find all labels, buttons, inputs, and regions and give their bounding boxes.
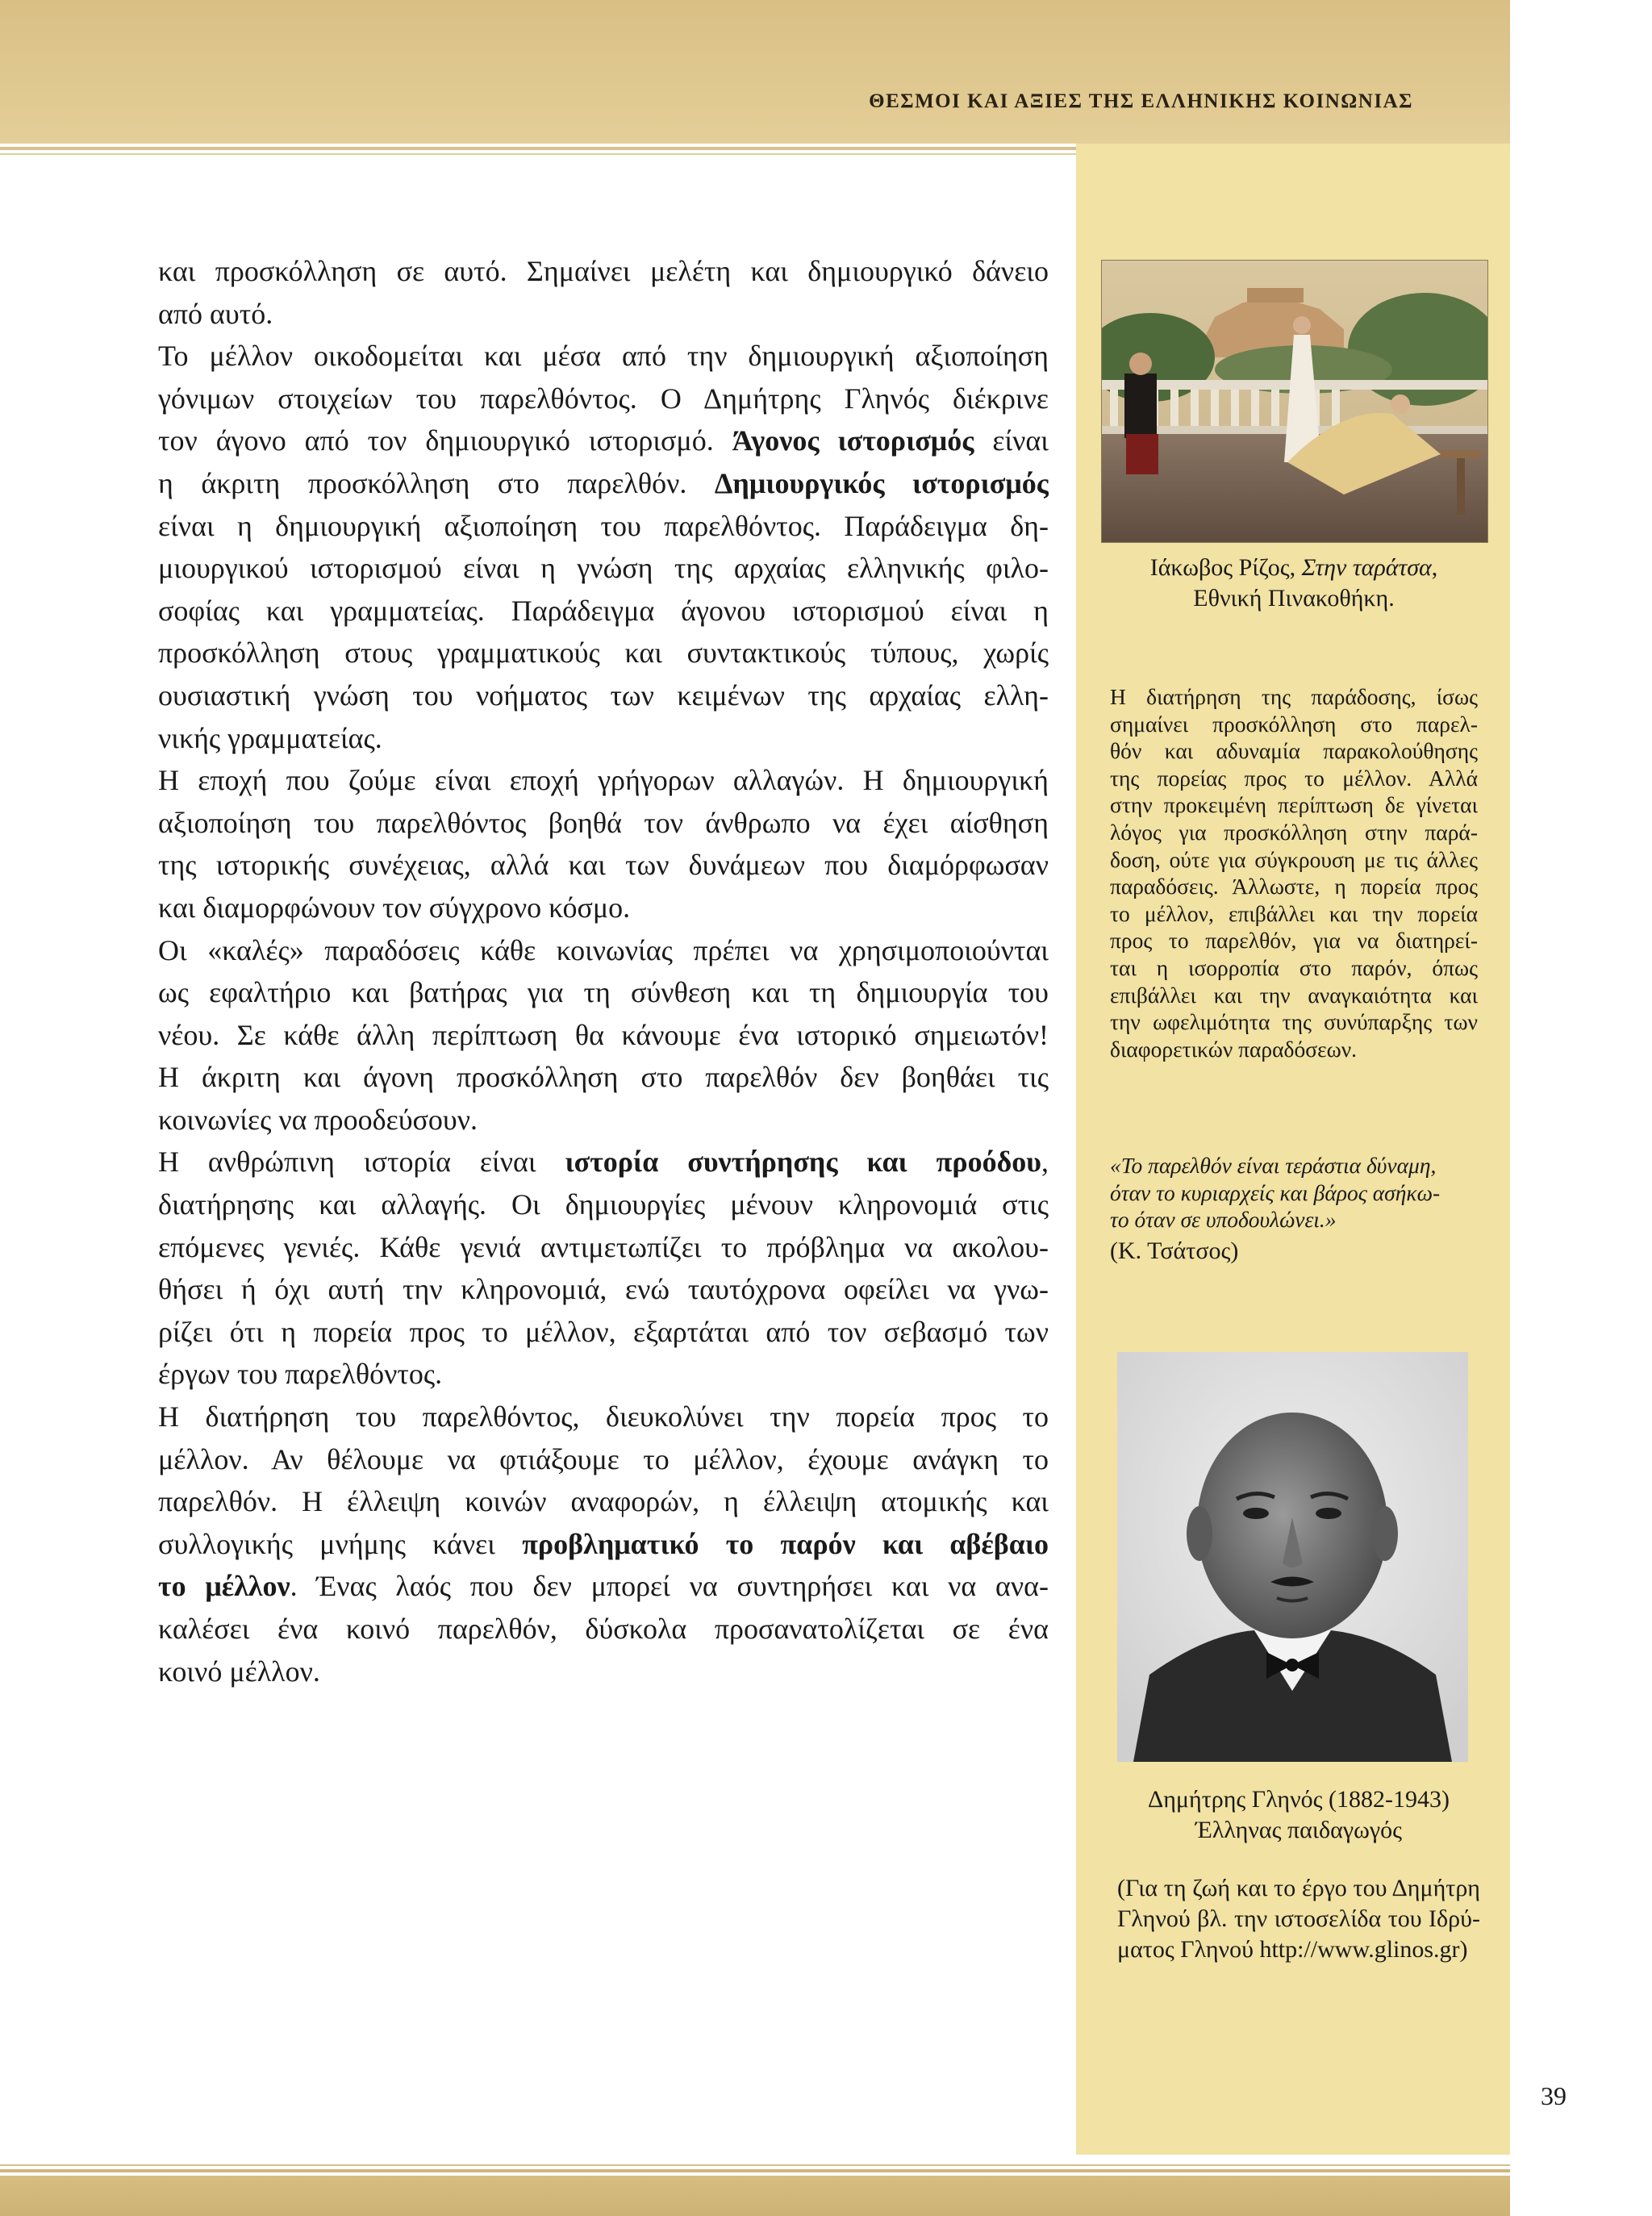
text-line: διαφορετικών παραδόσεων. — [1110, 1036, 1358, 1062]
text-line: προς το παρελθόν, για να διατηρεί- — [1110, 928, 1478, 954]
text-line: θήσει ή όχι αυτή την κληρονομιά, ενώ ταυτόχρονα οφείλει να γνω- — [158, 1273, 1049, 1306]
text-line — [158, 1141, 1049, 1183]
text-line — [158, 1523, 1049, 1566]
text-segment: Η ανθρώπινη ιστορία είναι — [158, 1146, 565, 1179]
text-line: (Για τη ζωή και το έργο του Δημήτρη — [1117, 1875, 1480, 1901]
painting-caption-location: Εθνική Πινακοθήκη. — [1193, 585, 1395, 611]
text-line: Η διατήρηση της παράδοσης, ίσως — [1110, 684, 1478, 709]
text-line: ουσιαστική γνώση του νοήματος των κειμένων της αρχαίας ελλη- — [158, 678, 1049, 712]
text-line: παραδόσεις. Άλλωστε, η πορεία προς — [1110, 874, 1478, 899]
text-line: καλέσει ένα κοινό παρελθόν, δύσκολα προσανατολίζεται σε ένα — [158, 1613, 1049, 1645]
text-line: Η διατήρηση του παρελθόντος, διευκολύνει την πορεία προς το — [158, 1400, 1049, 1434]
text-line: «Το παρελθόν είναι τεράστια δύναμη, — [1110, 1153, 1437, 1178]
text-line: νέου. Σε κάθε άλλη περίπτωση θα κάνουμε ένα ιστορικό σημειωτόν! — [158, 1018, 1049, 1051]
text-line: σημαίνει προσκόλληση στο παρελ- — [1110, 711, 1478, 737]
text-line: διατήρησης και αλλαγής. Οι δημιουργίες μένουν κληρονομιά στις — [158, 1188, 1049, 1221]
text-line: επιβάλλει και την αναγκαιότητα και — [1110, 982, 1478, 1008]
bold-term: Δημιουργικός ιστορισμός — [714, 466, 1049, 499]
text-segment: τον άγονο από τον δημιουργικό ιστορισμό. — [158, 424, 732, 457]
painting-caption-suffix: , — [1431, 554, 1438, 581]
text-line: προσκόλληση στους γραμματικούς και συντακτικούς τύπους, χωρίς — [158, 636, 1049, 670]
bold-term: ιστορία συντήρησης και προόδου — [565, 1146, 1041, 1179]
text-line: Η άκριτη και άγονη προσκόλληση στο παρελθόν δεν βοηθάει τις — [158, 1061, 1049, 1094]
portrait-caption — [1117, 1784, 1480, 1846]
text-line: ματος Γληνού http://www.glinos.gr) — [1117, 1936, 1468, 1963]
portrait-caption-role: Έλληνας παιδαγωγός — [1195, 1817, 1402, 1843]
text-line: δοση, ούτε για σύγκρουση με τις άλλες — [1110, 846, 1478, 872]
text-line: στην προκειμένη περίπτωση δε γίνεται — [1110, 792, 1478, 818]
text-line: επόμενες γενιές. Κάθε γενιά αντιμετωπίζει το πρόβλημα να ακολου- — [158, 1230, 1049, 1263]
text-line: αξιοποίηση του παρελθόντος βοηθά τον άνθρωπο να έχει αίσθηση — [158, 806, 1049, 839]
text-segment: . Ένας λαός που δεν μπορεί να συντηρήσει και να ανα- — [290, 1570, 1049, 1603]
sidebar-paragraph — [1110, 683, 1478, 1062]
text-line: Η εποχή που ζούμε είναι εποχή γρήγορων αλλαγών. Η δημιουργική — [158, 764, 1049, 797]
main-body-text — [158, 250, 1049, 1692]
header-band — [0, 0, 1510, 144]
text-line: ρίζει ότι η πορεία προς το μέλλον, εξαρτάται από τον σεβασμό των — [158, 1315, 1049, 1348]
text-line: το όταν σε υποδουλώνει.» — [1110, 1207, 1337, 1233]
text-line: είναι η δημιουργική αξιοποίηση του παρελθόντος. Παράδειγμα δη- — [158, 509, 1049, 542]
painting-caption-author: Ιάκωβος Ρίζος, — [1149, 554, 1302, 581]
page-number: 39 — [1541, 2081, 1566, 2110]
text-line: σοφίας και γραμματείας. Παράδειγμα άγονου ιστορισμού είναι η — [158, 594, 1049, 627]
text-line — [158, 419, 1049, 462]
text-line: κοινό μέλλον. — [158, 1655, 320, 1688]
text-line: μιουργικού ιστορισμού είναι η γνώση της αρχαίας ελληνικής φιλο- — [158, 552, 1049, 585]
running-header-title: ΘΕΣΜΟΙ ΚΑΙ ΑΞΙΕΣ ΤΗΣ ΕΛΛΗΝΙΚΗΣ ΚΟΙΝΩΝΙΑΣ — [869, 90, 1413, 112]
text-line: από αυτό. — [158, 297, 273, 330]
painting-caption-title: Στην ταράτσα — [1301, 554, 1432, 581]
sidebar-quote — [1110, 1152, 1478, 1233]
text-line: λόγος για προσκόλληση στην παρά- — [1110, 819, 1478, 845]
text-line: γόνιμων στοιχείων του παρελθόντος. Ο Δημήτρης Γληνός διέκρινε — [158, 382, 1049, 415]
text-line: της πορείας προς το μέλλον. Αλλά — [1110, 765, 1478, 791]
footer-rule — [0, 2169, 1510, 2172]
text-line — [158, 1565, 1049, 1608]
text-line — [158, 462, 1049, 505]
footer-rule-thin — [0, 2164, 1510, 2166]
bold-term: Άγονος ιστορισμός — [732, 424, 974, 457]
text-line: της ιστορικής συνέχειας, αλλά και των δυνάμεων που διαμόρφωσαν — [158, 849, 1049, 882]
text-line: Οι «καλές» παραδόσεις κάθε κοινωνίας πρέπει να χρησιμοποιούνται — [158, 933, 1049, 966]
glinos-note — [1117, 1873, 1480, 1965]
text-line: κοινωνίες να προοδεύσουν. — [158, 1103, 478, 1136]
text-line: και διαμορφώνουν τον σύγχρονο κόσμο. — [158, 891, 631, 924]
text-line: Το μέλλον οικοδομείται και μέσα από την δημιουργική αξιοποίηση — [158, 340, 1049, 373]
text-line: μέλλον. Αν θέλουμε να φτιάξουμε το μέλλον, έχουμε ανάγκη το — [158, 1442, 1049, 1475]
text-line: ως εφαλτήριο και βατήρας για τη σύνθεση και τη δημιουργία του — [158, 976, 1049, 1009]
text-line: νικής γραμματείας. — [158, 721, 382, 754]
text-segment: είναι — [974, 424, 1049, 457]
portrait-caption-name: Δημήτρης Γληνός (1882-1943) — [1147, 1786, 1450, 1813]
text-segment: η άκριτη προσκόλληση στο παρελθόν. — [158, 466, 715, 499]
painting-image — [1101, 260, 1488, 543]
painting-illustration — [1102, 261, 1487, 542]
quote-author: (Κ. Τσάτσος) — [1110, 1237, 1239, 1264]
text-segment: , — [1041, 1146, 1049, 1179]
text-line: ται η ισορροπία στο παρόν, όπως — [1110, 954, 1478, 980]
portrait-illustration — [1117, 1352, 1468, 1762]
text-line: όταν το κυριαρχείς και βάρος ασήκω- — [1110, 1179, 1441, 1205]
painting-caption — [1101, 553, 1487, 614]
bold-term: προβληματικό το παρόν και αβέβαιο — [522, 1527, 1049, 1560]
bold-term: το μέλλον — [158, 1570, 290, 1603]
text-segment: συλλογικής μνήμης κάνει — [158, 1527, 523, 1560]
footer-band — [0, 2176, 1510, 2216]
text-line: και προσκόλληση σε αυτό. Σημαίνει μελέτη και δημιουργικό δάνειο — [158, 255, 1049, 287]
text-line: την ωφελιμότητα της συνύπαρξης των — [1110, 1009, 1478, 1035]
text-line: Γληνού βλ. την ιστοσελίδα του Ιδρύ- — [1117, 1905, 1480, 1932]
portrait-photo — [1117, 1352, 1468, 1762]
text-line: θόν και αδυναμία παρακολούθησης — [1110, 738, 1478, 764]
text-line: παρελθόν. Η έλλειψη κοινών αναφορών, η έλλειψη ατομικής και — [158, 1485, 1049, 1518]
text-line: το μέλλον, επιβάλλει και την πορεία — [1110, 900, 1478, 926]
text-line: έργων του παρελθόντος. — [158, 1358, 443, 1391]
